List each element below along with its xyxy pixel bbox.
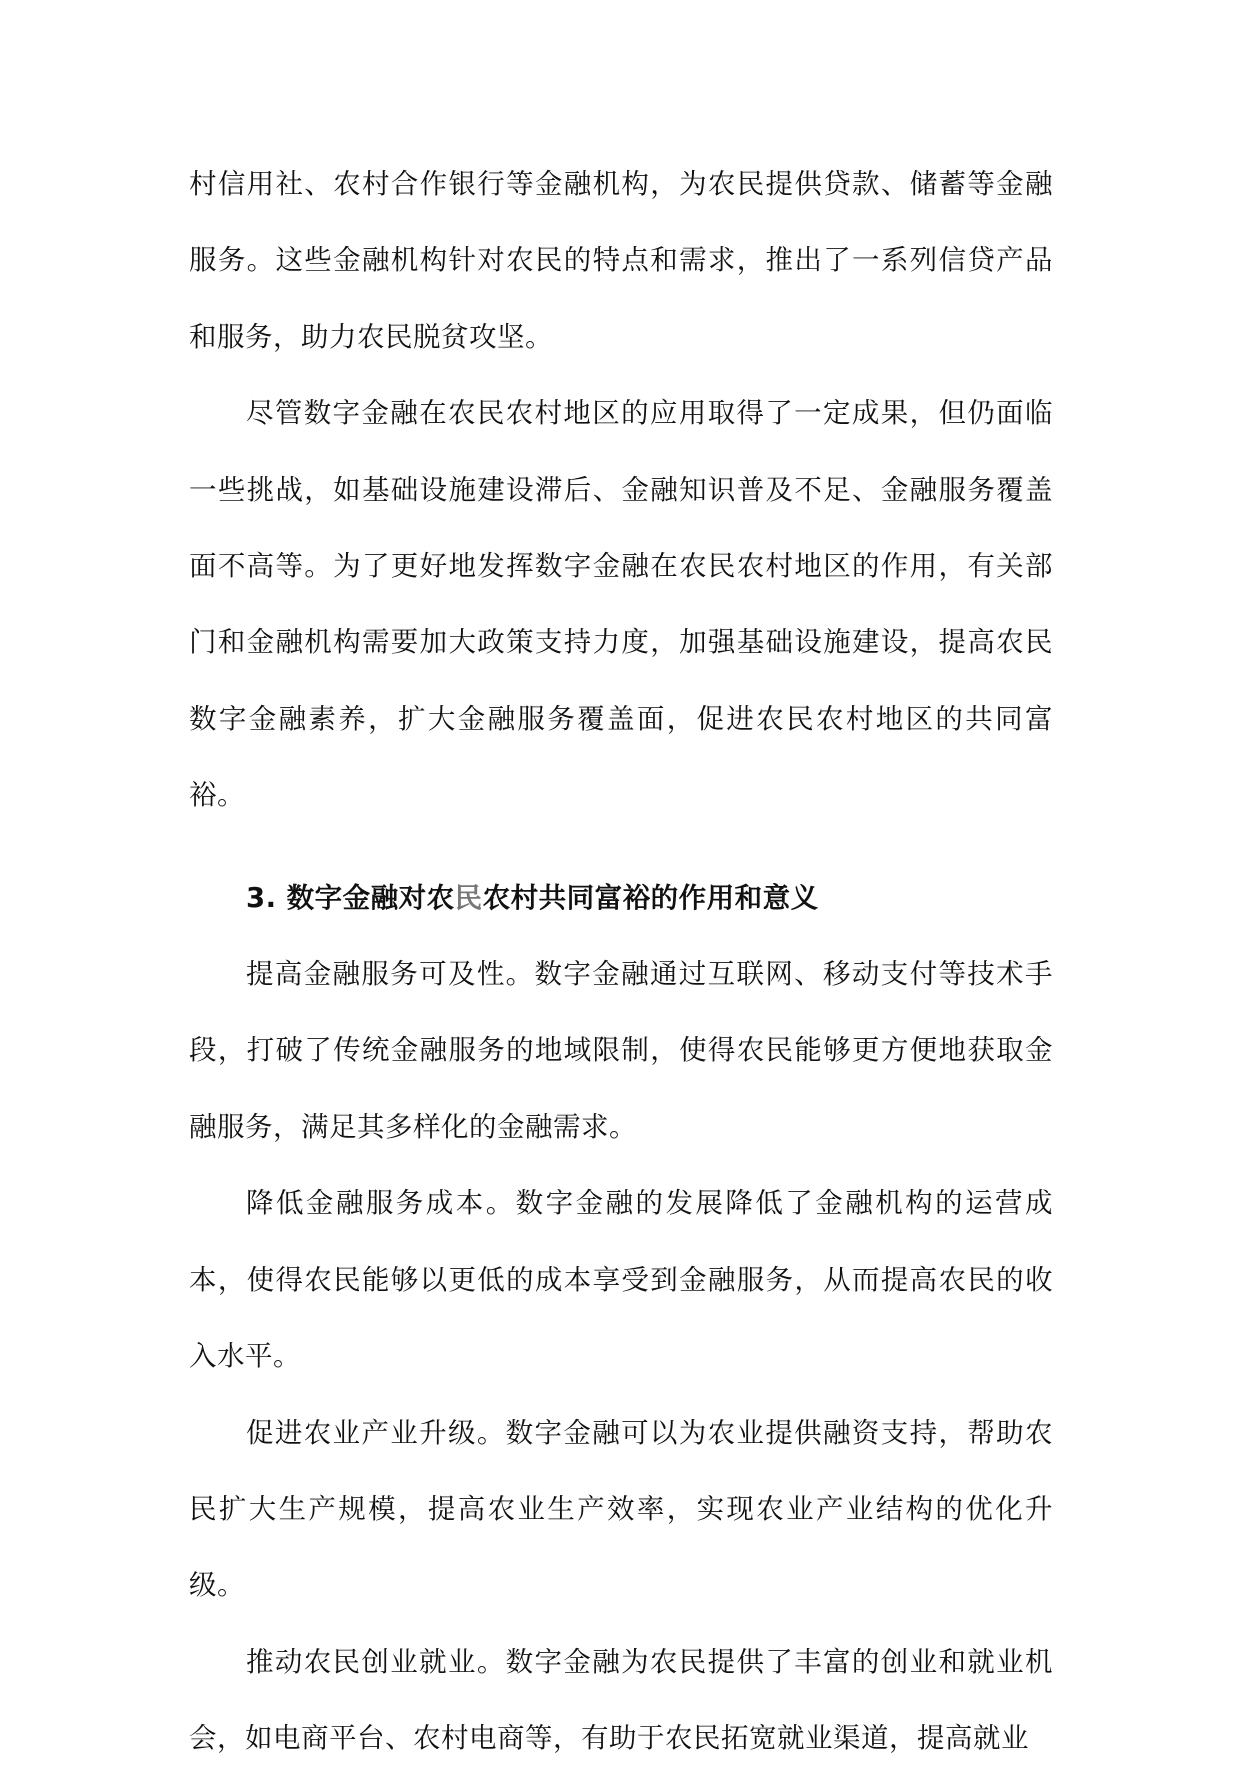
section-title-part-2: 民 <box>454 881 483 914</box>
body-paragraph-3: 提高金融服务可及性。数字金融通过互联网、移动支付等技术手段，打破了传统金融服务的地域限制，使得农民能够更方便地获取金融服务，满足其多样化的金融需求。 <box>189 958 1053 1143</box>
section-heading <box>189 860 1053 936</box>
body-paragraph-1: 村信用社、农村合作银行等金融机构，为农民提供贷款、储蓄等金融服务。这些金融机构针对农民的特点和需求，推出了一系列信贷产品和服务，助力农民脱贫攻坚。 <box>189 168 1053 353</box>
body-paragraph-4: 降低金融服务成本。数字金融的发展降低了金融机构的运营成本，使得农民能够以更低的成本享受到金融服务，从而提高农民的收入水平。 <box>189 1187 1053 1373</box>
section-number: 3. <box>246 881 277 914</box>
page-content <box>189 146 1053 1777</box>
body-paragraph-2: 尽管数字金融在农民农村地区的应用取得了一定成果，但仍面临一些挑战，如基础设施建设滞后、金融知识普及不足、金融服务覆盖面不高等。为了更好地发挥数字金融在农民农村地区的作用，有关部门和金融机构需要加大政策支持力度，加强基础设施建设，提高农民数字金融素养，扩大金融服务覆盖面，促进农民农村地区的共同富裕。 <box>189 397 1053 812</box>
section-title-part-1: 数字金融对农 <box>286 881 455 914</box>
body-paragraph-5: 促进农业产业升级。数字金融可以为农业提供融资支持，帮助农民扩大生产规模，提高农业生产效率，实现农业产业结构的优化升级。 <box>189 1416 1053 1602</box>
section-title-part-3: 农村共同富裕的作用和意义 <box>482 881 819 914</box>
body-paragraph-6: 推动农民创业就业。数字金融为农民提供了丰富的创业和就业机会，如电商平台、农村电商等，有助于农民拓宽就业渠道，提高就业 <box>189 1645 1053 1755</box>
